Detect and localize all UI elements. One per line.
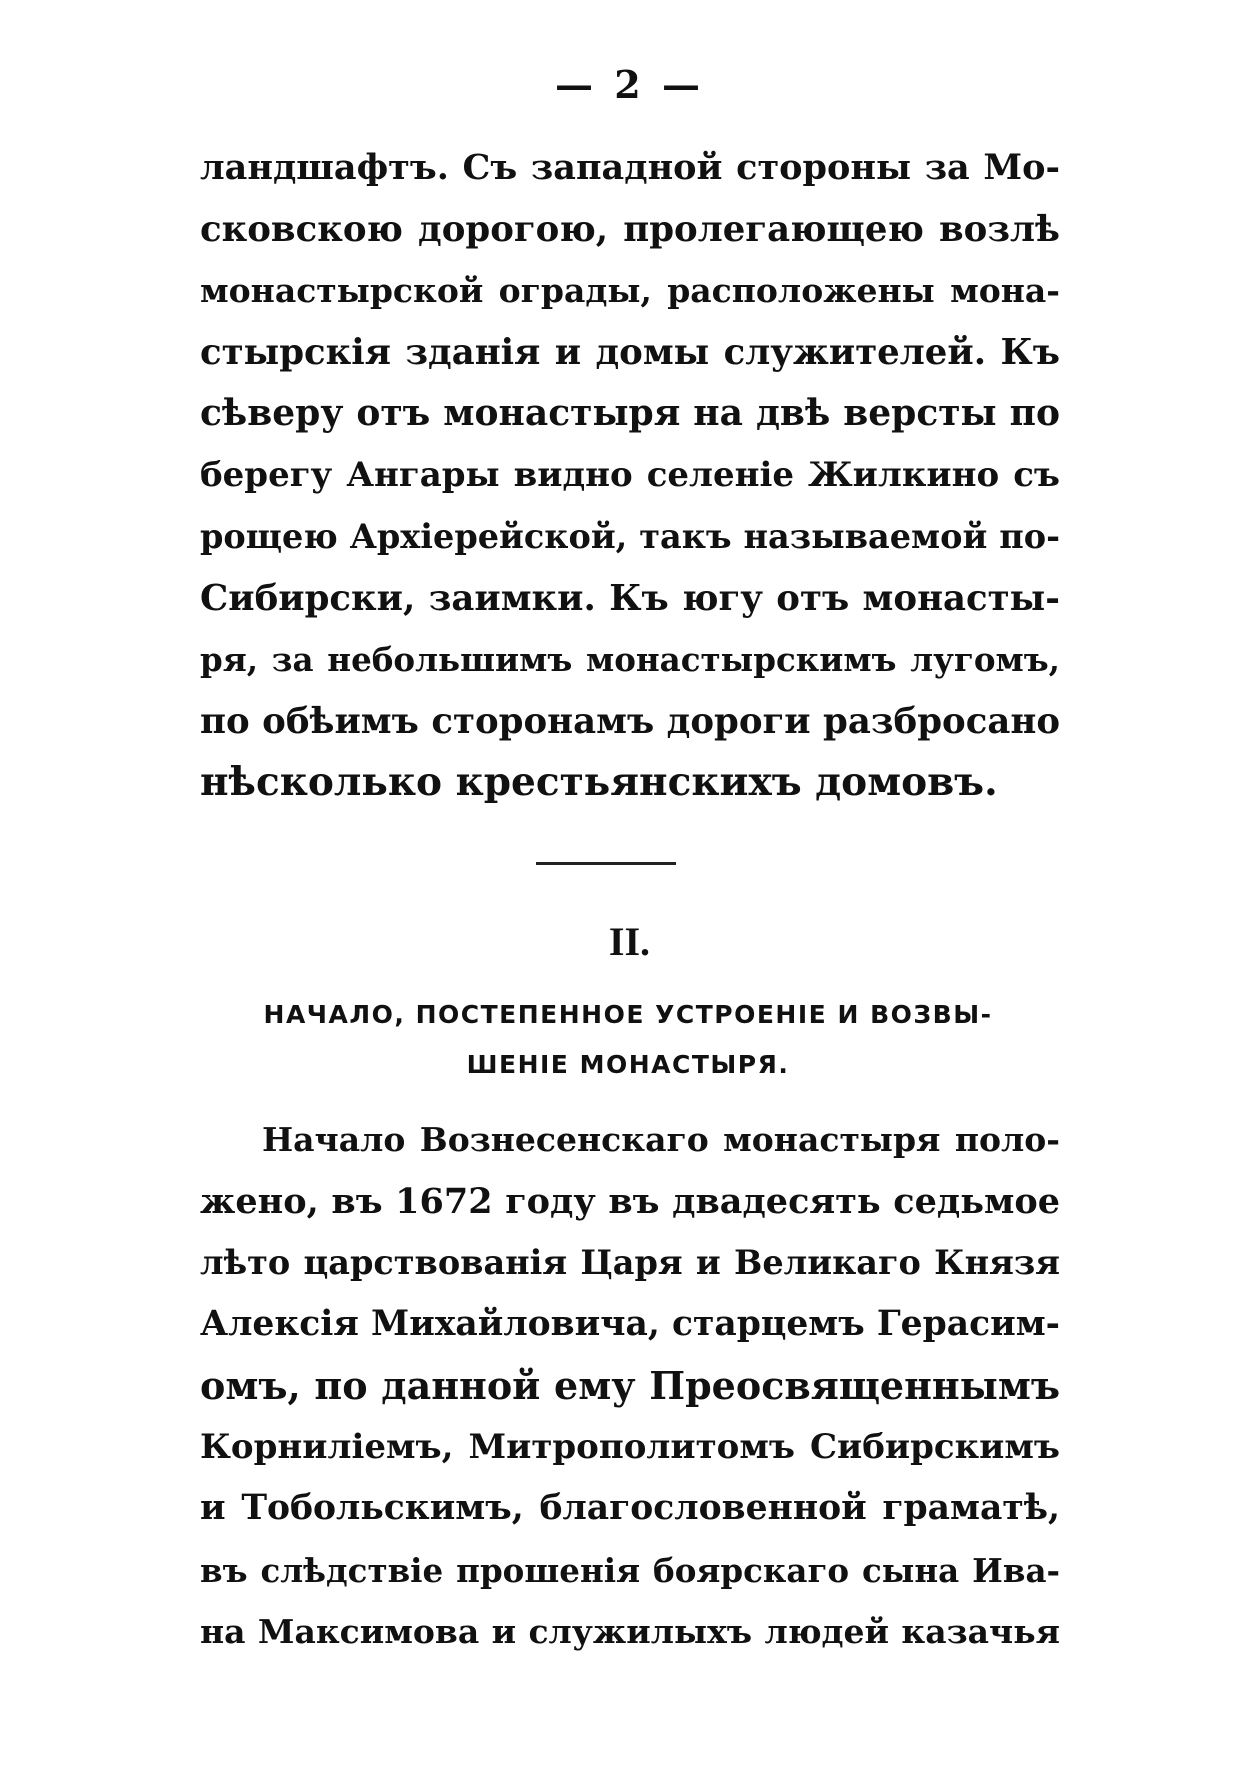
section-number: II. — [608, 919, 651, 964]
text-line: жено, въ 1672 году въ двадесять седьмое — [200, 1180, 1060, 1222]
section-heading — [228, 990, 1028, 1090]
paragraph-1 — [200, 137, 1060, 814]
text-line: Сибирски, заимки. Къ югу отъ монасты- — [200, 577, 1060, 619]
text-line: ландшафтъ. Съ западной стороны за Мо- — [200, 147, 1060, 188]
text-line: монастырской ограды, расположены мона- — [200, 271, 1060, 310]
text-line: омъ, по данной ему Преосвященнымъ — [200, 1363, 1060, 1408]
section-divider — [536, 862, 676, 865]
text-line: стырскія зданія и домы служителей. Къ — [200, 331, 1060, 373]
paragraph-2 — [200, 1109, 1060, 1663]
text-line: Начало Вознесенскаго монастыря поло- — [262, 1120, 1060, 1159]
text-line: на Максимова и служилыхъ людей казачья — [200, 1612, 1060, 1651]
text-line: сковскою дорогою, пролегающею возлѣ — [200, 208, 1060, 250]
text-line: ря, за небольшимъ монастырскимъ лугомъ, — [200, 640, 1060, 679]
text-line: нѣсколько крестьянскихъ домовъ. — [200, 759, 998, 805]
page-number: — 2 — — [555, 62, 704, 107]
text-line: сѣверу отъ монастыря на двѣ версты по — [200, 392, 1060, 434]
heading-line: НАЧАЛО, ПОСТЕПЕННОЕ УСТРОЕНІЕ И ВОЗВЫ- — [263, 1000, 993, 1029]
text-line: по обѣимъ сторонамъ дороги разбросано — [200, 700, 1060, 742]
text-line: лѣто царствованія Царя и Великаго Князя — [200, 1243, 1060, 1282]
text-line: рощею Архіерейской, такъ называемой по- — [200, 517, 1060, 556]
text-line: Корниліемъ, Митрополитомъ Сибирскимъ — [200, 1426, 1060, 1467]
text-line: берегу Ангары видно селеніе Жилкино съ — [200, 454, 1060, 495]
text-line: въ слѣдствіе прошенія боярскаго сына Ива- — [200, 1550, 1060, 1590]
text-line: Алексія Михайловича, старцемъ Герасим- — [200, 1303, 1060, 1344]
heading-line: ШЕНІЕ МОНАСТЫРЯ. — [466, 1050, 790, 1079]
text-line: и Тобольскимъ, благословенной граматѣ, — [200, 1488, 1060, 1528]
